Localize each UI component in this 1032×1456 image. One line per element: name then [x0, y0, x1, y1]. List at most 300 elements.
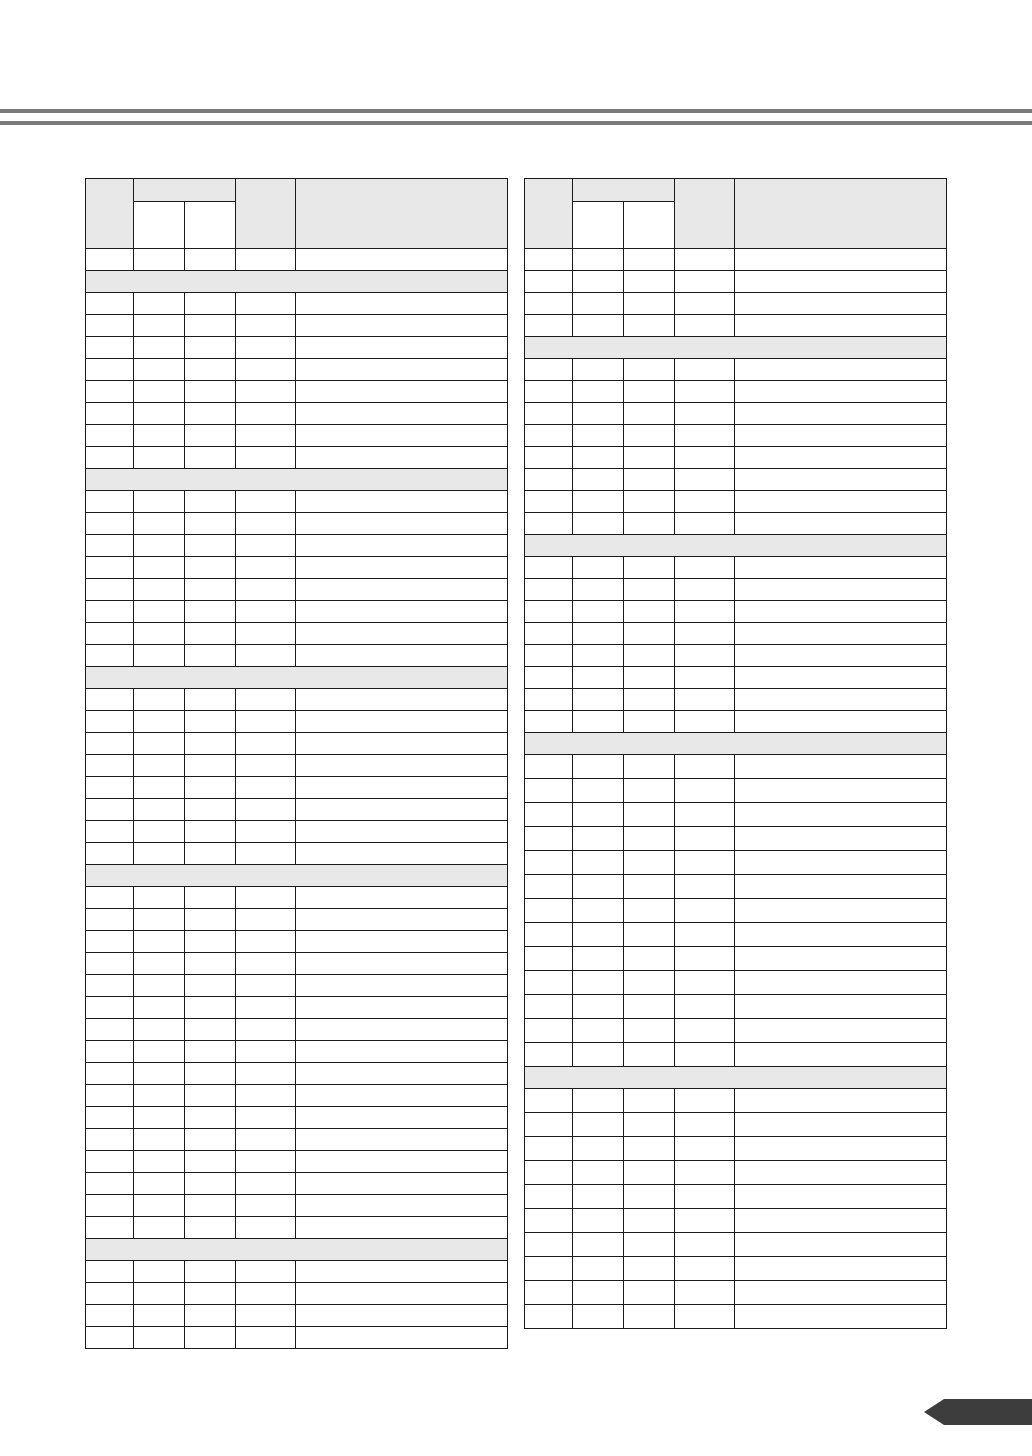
table-row — [525, 875, 947, 899]
table-cell — [675, 469, 735, 491]
table-cell — [236, 403, 296, 425]
right-header-group — [573, 179, 675, 202]
table-cell — [296, 777, 508, 799]
table-cell — [296, 579, 508, 601]
table-cell — [624, 623, 675, 645]
table-row — [86, 755, 508, 777]
table-cell — [525, 271, 573, 293]
table-cell — [236, 315, 296, 337]
table-cell — [296, 1151, 508, 1173]
table-cell — [573, 1281, 624, 1305]
table-cell — [525, 425, 573, 447]
table-row — [86, 601, 508, 623]
table-cell — [185, 579, 236, 601]
table-cell — [86, 491, 134, 513]
table-cell — [296, 1305, 508, 1327]
table-cell — [573, 1089, 624, 1113]
table-cell — [296, 1019, 508, 1041]
table-cell — [735, 689, 947, 711]
table-cell — [675, 601, 735, 623]
table-cell — [675, 1233, 735, 1257]
table-cell — [525, 1305, 573, 1329]
table-cell — [236, 953, 296, 975]
table-cell — [735, 711, 947, 733]
table-cell — [675, 623, 735, 645]
table-cell — [735, 1043, 947, 1067]
table-cell — [735, 249, 947, 271]
table-cell — [236, 711, 296, 733]
left-header-col4 — [236, 179, 296, 249]
table-cell — [236, 1019, 296, 1041]
table-cell — [525, 623, 573, 645]
table-cell — [624, 899, 675, 923]
table-cell — [735, 779, 947, 803]
table-cell — [236, 425, 296, 447]
table-cell — [624, 1281, 675, 1305]
table-cell — [185, 909, 236, 931]
table-cell — [735, 645, 947, 667]
table-cell — [185, 975, 236, 997]
table-cell — [134, 513, 185, 535]
table-cell — [675, 249, 735, 271]
table-cell — [624, 469, 675, 491]
table-cell — [134, 909, 185, 931]
table-row — [86, 1107, 508, 1129]
table-cell — [624, 579, 675, 601]
table-row — [525, 425, 947, 447]
section-row — [525, 733, 947, 755]
table-cell — [296, 931, 508, 953]
table-cell — [134, 887, 185, 909]
table-cell — [185, 491, 236, 513]
table-row — [525, 557, 947, 579]
table-cell — [296, 249, 508, 271]
table-cell — [525, 359, 573, 381]
table-cell — [236, 1041, 296, 1063]
table-cell — [624, 1257, 675, 1281]
table-cell — [525, 579, 573, 601]
table-cell — [525, 601, 573, 623]
table-cell — [296, 447, 508, 469]
table-cell — [675, 271, 735, 293]
table-cell — [525, 689, 573, 711]
table-cell — [86, 645, 134, 667]
table-cell — [86, 1305, 134, 1327]
table-cell — [525, 875, 573, 899]
table-cell — [624, 491, 675, 513]
table-row — [525, 827, 947, 851]
table-cell — [86, 755, 134, 777]
table-cell — [573, 1305, 624, 1329]
left-header-col5 — [296, 179, 508, 249]
table-cell — [86, 1217, 134, 1239]
table-cell — [296, 491, 508, 513]
table-cell — [86, 953, 134, 975]
table-row — [86, 293, 508, 315]
table-cell — [86, 821, 134, 843]
table-cell — [236, 1195, 296, 1217]
table-cell — [624, 315, 675, 337]
table-cell — [86, 1327, 134, 1349]
table-cell — [296, 953, 508, 975]
table-cell — [296, 293, 508, 315]
table-cell — [185, 403, 236, 425]
table-cell — [675, 803, 735, 827]
table-cell — [134, 1019, 185, 1041]
table-cell — [236, 931, 296, 953]
table-cell — [185, 1173, 236, 1195]
table-cell — [624, 995, 675, 1019]
table-cell — [735, 425, 947, 447]
table-cell — [573, 947, 624, 971]
table-cell — [573, 1161, 624, 1185]
table-cell — [134, 777, 185, 799]
table-cell — [185, 601, 236, 623]
table-row — [525, 403, 947, 425]
table-cell — [134, 293, 185, 315]
table-cell — [525, 1043, 573, 1067]
section-label — [525, 1067, 947, 1089]
table-row — [525, 1019, 947, 1043]
table-cell — [624, 293, 675, 315]
table-cell — [236, 293, 296, 315]
table-cell — [624, 601, 675, 623]
table-cell — [185, 293, 236, 315]
right-table-body — [525, 249, 947, 1329]
table-cell — [134, 1129, 185, 1151]
table-cell — [236, 557, 296, 579]
table-cell — [525, 667, 573, 689]
table-row — [525, 1137, 947, 1161]
table-cell — [573, 1043, 624, 1067]
table-row — [86, 447, 508, 469]
table-cell — [296, 711, 508, 733]
table-cell — [134, 403, 185, 425]
table-cell — [735, 447, 947, 469]
table-cell — [236, 513, 296, 535]
table-cell — [296, 887, 508, 909]
table-cell — [236, 491, 296, 513]
table-cell — [675, 293, 735, 315]
table-row — [525, 971, 947, 995]
table-cell — [624, 1161, 675, 1185]
table-cell — [296, 601, 508, 623]
table-cell — [86, 1151, 134, 1173]
table-cell — [735, 1305, 947, 1329]
table-cell — [185, 1041, 236, 1063]
table-cell — [573, 381, 624, 403]
table-cell — [624, 1089, 675, 1113]
table-cell — [296, 1327, 508, 1349]
table-cell — [185, 733, 236, 755]
table-row — [525, 381, 947, 403]
table-cell — [86, 711, 134, 733]
table-cell — [86, 337, 134, 359]
section-row — [86, 1239, 508, 1261]
table-cell — [525, 403, 573, 425]
table-cell — [525, 381, 573, 403]
table-cell — [185, 931, 236, 953]
table-cell — [296, 1129, 508, 1151]
table-cell — [185, 557, 236, 579]
table-row — [525, 1113, 947, 1137]
table-cell — [134, 425, 185, 447]
table-cell — [624, 689, 675, 711]
table-cell — [624, 779, 675, 803]
table-cell — [735, 1209, 947, 1233]
table-cell — [86, 1173, 134, 1195]
table-cell — [735, 315, 947, 337]
table-cell — [86, 403, 134, 425]
right-header-col1 — [525, 179, 573, 249]
table-cell — [134, 733, 185, 755]
right-header-col5 — [735, 179, 947, 249]
table-cell — [573, 1137, 624, 1161]
table-cell — [675, 711, 735, 733]
table-cell — [236, 1217, 296, 1239]
table-cell — [236, 1173, 296, 1195]
table-row — [525, 711, 947, 733]
table-cell — [86, 1283, 134, 1305]
table-cell — [86, 689, 134, 711]
table-cell — [296, 645, 508, 667]
table-cell — [525, 1281, 573, 1305]
table-cell — [296, 843, 508, 865]
table-row — [86, 1217, 508, 1239]
table-cell — [573, 315, 624, 337]
table-cell — [134, 623, 185, 645]
table-cell — [624, 851, 675, 875]
table-cell — [86, 997, 134, 1019]
table-cell — [573, 513, 624, 535]
table-cell — [735, 971, 947, 995]
table-cell — [86, 381, 134, 403]
table-cell — [735, 491, 947, 513]
table-row — [86, 1019, 508, 1041]
table-cell — [185, 623, 236, 645]
table-cell — [296, 1195, 508, 1217]
table-cell — [236, 1261, 296, 1283]
table-row — [86, 535, 508, 557]
table-cell — [86, 1107, 134, 1129]
table-cell — [735, 995, 947, 1019]
table-cell — [185, 1063, 236, 1085]
table-cell — [573, 1113, 624, 1137]
table-row — [525, 755, 947, 779]
section-label — [525, 733, 947, 755]
table-cell — [296, 337, 508, 359]
table-cell — [573, 601, 624, 623]
table-row — [525, 513, 947, 535]
table-row — [86, 931, 508, 953]
table-cell — [675, 645, 735, 667]
table-cell — [236, 997, 296, 1019]
table-cell — [185, 1195, 236, 1217]
table-row — [525, 271, 947, 293]
table-cell — [185, 755, 236, 777]
table-row — [525, 689, 947, 711]
table-cell — [525, 557, 573, 579]
table-cell — [573, 271, 624, 293]
table-cell — [735, 1113, 947, 1137]
table-cell — [735, 579, 947, 601]
table-cell — [236, 535, 296, 557]
table-row — [525, 469, 947, 491]
table-cell — [735, 755, 947, 779]
table-cell — [185, 777, 236, 799]
table-cell — [86, 359, 134, 381]
table-cell — [573, 249, 624, 271]
table-cell — [185, 1283, 236, 1305]
table-cell — [185, 1107, 236, 1129]
table-cell — [525, 469, 573, 491]
table-cell — [296, 689, 508, 711]
table-cell — [86, 733, 134, 755]
table-cell — [134, 843, 185, 865]
left-table-header — [86, 179, 508, 249]
table-cell — [735, 923, 947, 947]
table-cell — [573, 623, 624, 645]
table-cell — [236, 337, 296, 359]
table-cell — [134, 1041, 185, 1063]
table-cell — [735, 827, 947, 851]
table-cell — [236, 975, 296, 997]
table-cell — [573, 491, 624, 513]
table-cell — [236, 909, 296, 931]
table-cell — [624, 1043, 675, 1067]
table-cell — [185, 359, 236, 381]
table-cell — [86, 1063, 134, 1085]
table-row — [86, 425, 508, 447]
table-cell — [573, 425, 624, 447]
right-table-header — [525, 179, 947, 249]
right-table — [524, 178, 947, 1329]
table-row — [525, 779, 947, 803]
table-row — [525, 315, 947, 337]
table-cell — [525, 1209, 573, 1233]
table-cell — [86, 1019, 134, 1041]
table-cell — [624, 1305, 675, 1329]
table-cell — [735, 359, 947, 381]
table-cell — [624, 1137, 675, 1161]
table-cell — [624, 425, 675, 447]
table-cell — [525, 947, 573, 971]
table-cell — [624, 1185, 675, 1209]
table-cell — [134, 315, 185, 337]
table-cell — [573, 645, 624, 667]
table-cell — [185, 447, 236, 469]
table-cell — [296, 513, 508, 535]
table-cell — [675, 875, 735, 899]
table-cell — [573, 1257, 624, 1281]
table-cell — [675, 1305, 735, 1329]
table-row — [86, 689, 508, 711]
section-row — [86, 667, 508, 689]
table-cell — [185, 887, 236, 909]
table-cell — [525, 1019, 573, 1043]
table-cell — [675, 1209, 735, 1233]
table-row — [86, 777, 508, 799]
table-cell — [185, 535, 236, 557]
table-cell — [525, 1089, 573, 1113]
table-row — [525, 1209, 947, 1233]
table-row — [86, 1063, 508, 1085]
table-cell — [296, 997, 508, 1019]
section-row — [86, 469, 508, 491]
table-cell — [236, 359, 296, 381]
table-cell — [185, 799, 236, 821]
table-cell — [525, 779, 573, 803]
table-cell — [624, 381, 675, 403]
table-cell — [624, 803, 675, 827]
table-row — [86, 381, 508, 403]
table-cell — [134, 1085, 185, 1107]
table-cell — [134, 601, 185, 623]
table-cell — [525, 1137, 573, 1161]
table-cell — [624, 971, 675, 995]
table-cell — [185, 645, 236, 667]
table-cell — [86, 249, 134, 271]
table-cell — [675, 779, 735, 803]
table-cell — [86, 799, 134, 821]
table-cell — [134, 447, 185, 469]
table-row — [525, 667, 947, 689]
table-cell — [573, 1233, 624, 1257]
table-row — [86, 579, 508, 601]
table-cell — [296, 821, 508, 843]
table-cell — [735, 1161, 947, 1185]
table-cell — [624, 359, 675, 381]
table-row — [86, 315, 508, 337]
table-cell — [185, 513, 236, 535]
table-row — [525, 359, 947, 381]
table-cell — [236, 1107, 296, 1129]
table-cell — [296, 403, 508, 425]
table-cell — [675, 851, 735, 875]
table-row — [525, 623, 947, 645]
table-row — [86, 645, 508, 667]
table-cell — [675, 447, 735, 469]
table-cell — [675, 425, 735, 447]
table-cell — [573, 899, 624, 923]
table-cell — [134, 799, 185, 821]
table-row — [525, 947, 947, 971]
table-cell — [86, 601, 134, 623]
table-cell — [525, 513, 573, 535]
table-row — [525, 293, 947, 315]
table-cell — [86, 535, 134, 557]
table-cell — [86, 447, 134, 469]
table-cell — [675, 359, 735, 381]
left-table-body — [86, 249, 508, 1349]
table-row — [525, 1257, 947, 1281]
table-cell — [735, 381, 947, 403]
table-cell — [296, 1085, 508, 1107]
table-cell — [624, 827, 675, 851]
table-row — [86, 513, 508, 535]
section-label — [525, 535, 947, 557]
table-row — [86, 1085, 508, 1107]
table-row — [86, 953, 508, 975]
table-cell — [624, 249, 675, 271]
table-row — [525, 995, 947, 1019]
table-cell — [525, 1233, 573, 1257]
table-cell — [236, 1129, 296, 1151]
section-row — [525, 535, 947, 557]
table-cell — [573, 469, 624, 491]
table-cell — [675, 1161, 735, 1185]
table-cell — [86, 777, 134, 799]
